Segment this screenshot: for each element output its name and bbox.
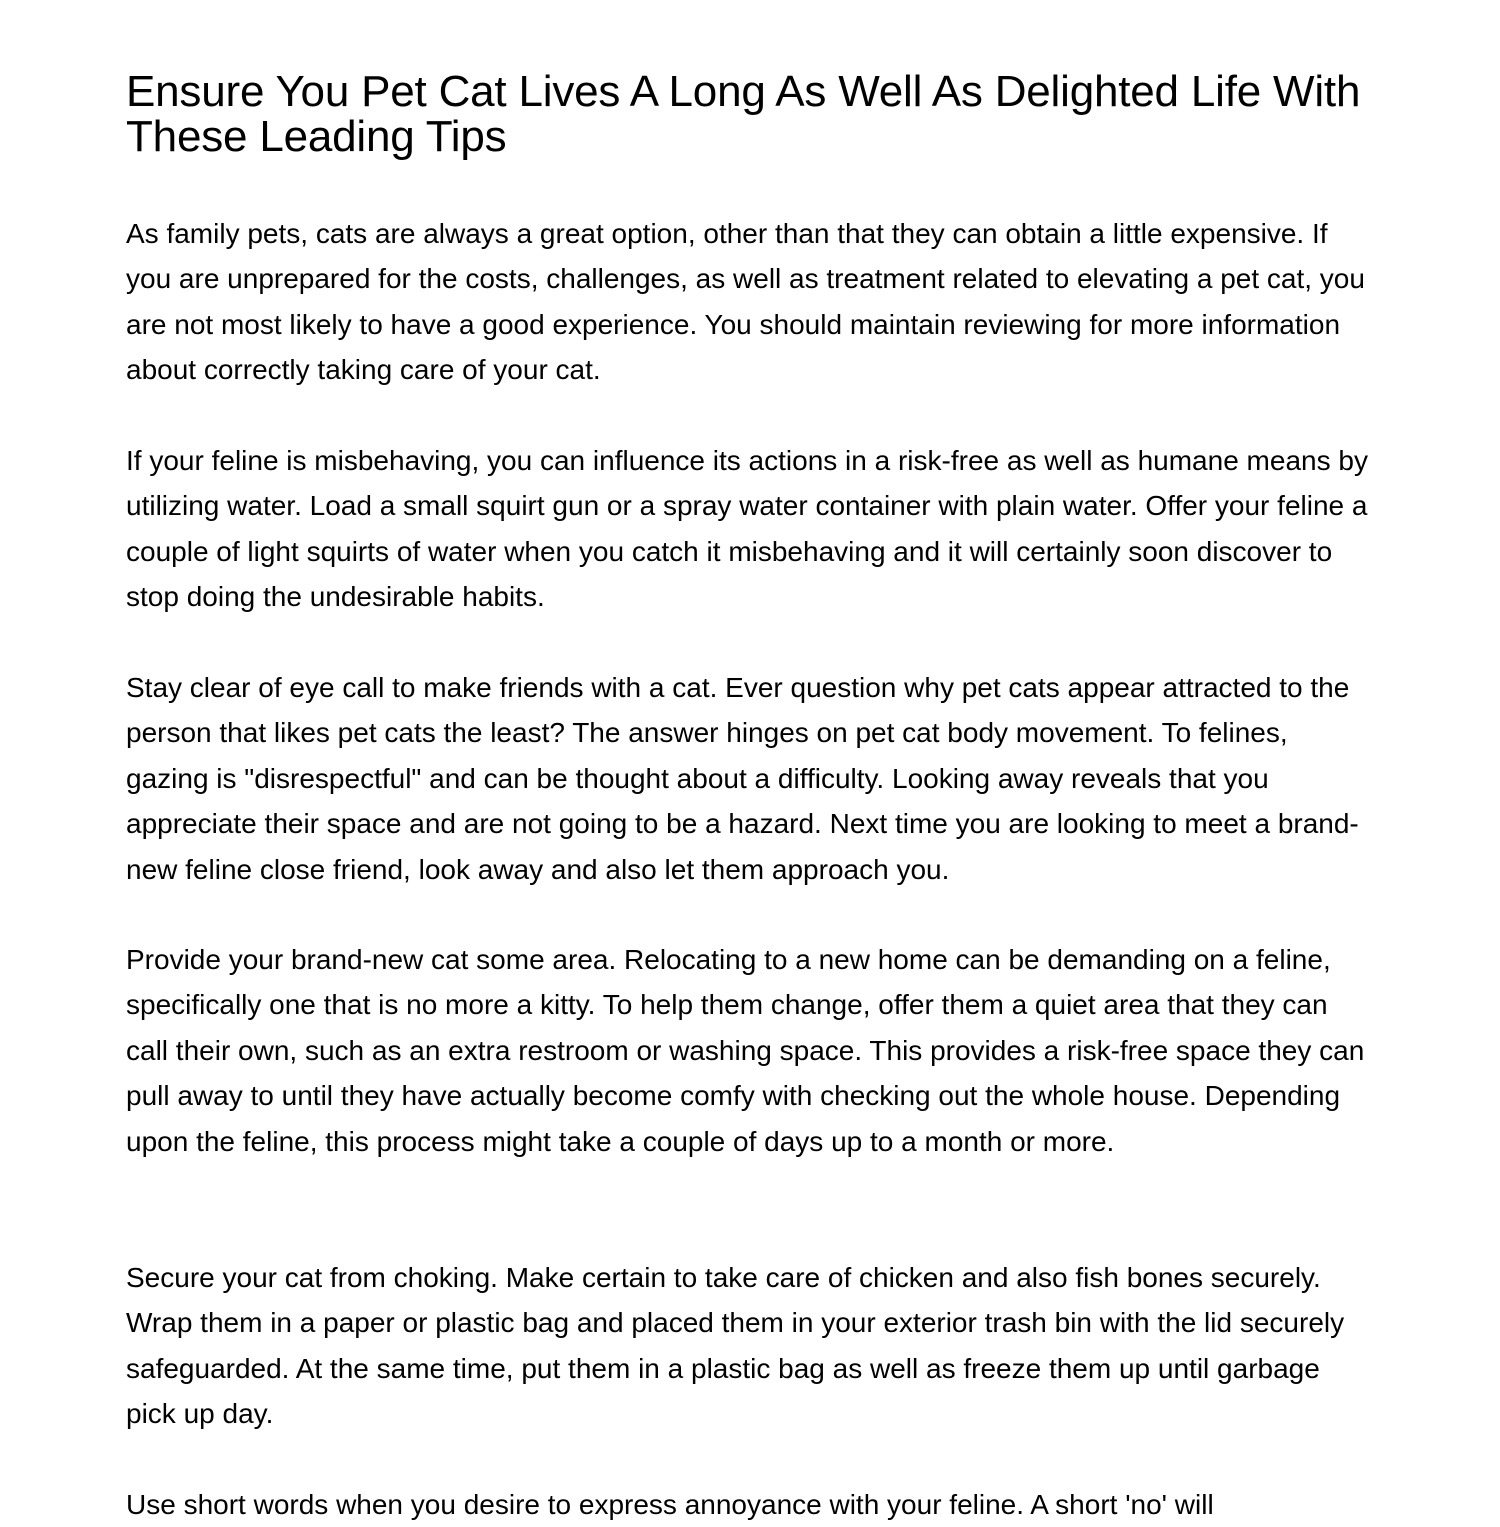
- paragraph-eye-contact: Stay clear of eye call to make friends with a cat. Ever question why pet cats appear attracted to the person that likes pet cats the least? The answer hinges on pet cat body movement. To felines, gazing is "disrespectful" and can be thought about a difficulty. Looking away reveals that you appreciate their space and are not going to be a hazard. Next time you are looking to meet a brand-new feline close friend, look away and also let them approach you.: [126, 672, 1359, 885]
- paragraph-misbehaving: If your feline is misbehaving, you can influence its actions in a risk-free as well as humane means by utilizing water. Load a small squirt gun or a spray water container with plain water. Offer your feline a couple of light squirts of water when you catch it misbehaving and it will certainly soon discover to stop doing the undesirable habits.: [126, 445, 1368, 613]
- paragraph-intro: As family pets, cats are always a great option, other than that they can obtain a little expensive. If you are unprepared for the costs, challenges, as well as treatment related to elevating a pet cat, you are not most likely to have a good experience. You should maintain reviewing for more information about correctly taking care of your cat.: [126, 218, 1365, 386]
- page-title: Ensure You Pet Cat Lives A Long As Well As Delighted Life With These Leading Tips: [126, 67, 1361, 161]
- paragraph-short-words: Use short words when you desire to express annoyance with your feline. A short 'no' will: [126, 1489, 1214, 1520]
- paragraph-choking: Secure your cat from choking. Make certain to take care of chicken and also fish bones securely. Wrap them in a paper or plastic bag and placed them in your exterior trash bin with the lid securely safeguarded. At the same time, put them in a plastic bag as well as freeze them up until garbage pick up day.: [126, 1262, 1345, 1430]
- paragraph-new-cat-space: Provide your brand-new cat some area. Relocating to a new home can be demanding on a feline, specifically one that is no more a kitty. To help them change, offer them a quiet area that they can call their own, such as an extra restroom or washing space. This provides a risk-free space they can pull away to until they have actually become comfy with checking out the whole house. Depending upon the feline, this process might take a couple of days up to a month or more.: [126, 944, 1365, 1157]
